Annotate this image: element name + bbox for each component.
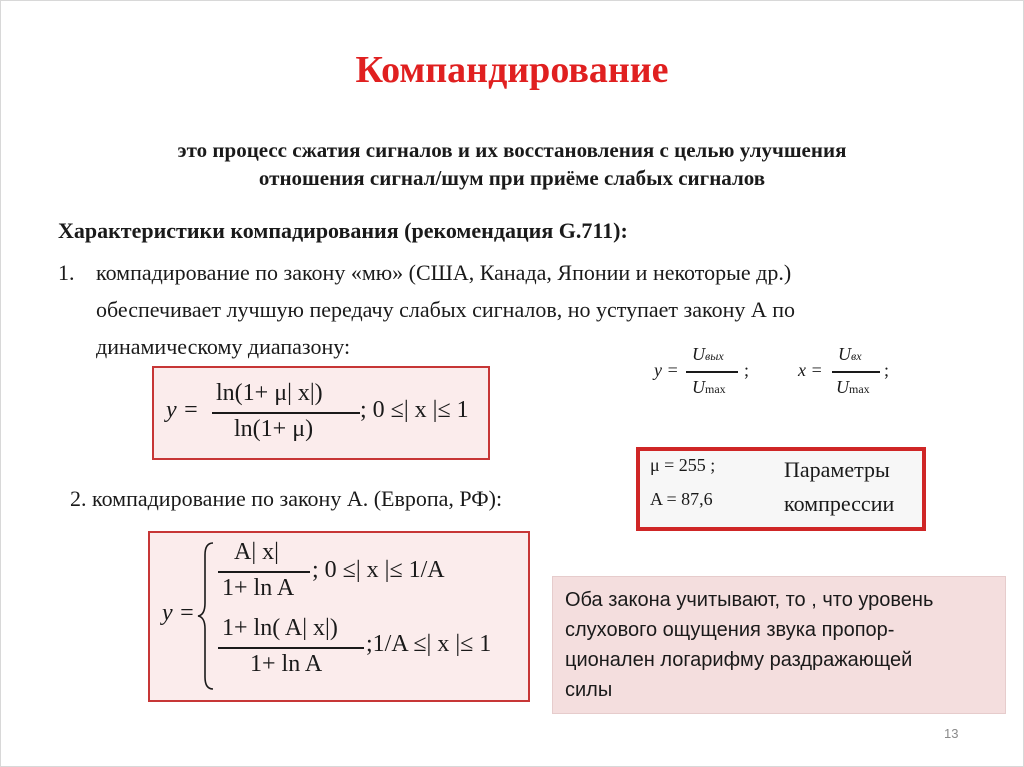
param-mu: μ = 255 ; (650, 455, 716, 475)
def-y-separator: ; (744, 360, 750, 380)
formula-a-case1-denominator: 1+ ln A (222, 575, 295, 601)
note-line: силы (565, 679, 613, 701)
list-item-line: динамическому диапазону: (96, 334, 351, 359)
formula-a-case1-fraction-line (218, 571, 310, 573)
formula-mu-fraction-line (212, 412, 360, 414)
subtitle-line: это процесс сжатия сигналов и их восстановления с целью улучшения (177, 138, 847, 162)
def-x-lhs: x = (798, 360, 823, 380)
formula-a-law-box (148, 531, 530, 702)
def-y-fraction-line (686, 371, 738, 373)
subtitle (60, 136, 964, 192)
note-line: слухового ощущения звука пропор- (565, 619, 895, 641)
formula-a-lhs: y = (162, 600, 195, 626)
def-y-lhs: y = (654, 360, 679, 380)
note-line: ционален логарифму раздражающей (565, 649, 913, 671)
note-line: Оба закона учитывают, то , что уровень (565, 589, 934, 611)
formula-mu-law-box (152, 366, 490, 460)
def-x-denominator: Umax (836, 377, 870, 397)
formula-mu-denominator: ln(1+ μ) (234, 416, 314, 442)
formula-a-case1-condition: ; 0 ≤| x |≤ 1/A (312, 557, 445, 583)
formula-a-case2-denominator: 1+ ln A (250, 651, 323, 677)
slide-title: Компандирование (355, 49, 669, 91)
list-item-line: обеспечивает лучшую передачу слабых сигналов, но уступает закону А по (96, 297, 796, 322)
def-y-denominator: Umax (692, 377, 726, 397)
characteristics-heading: Характеристики компадирования (рекомендация G.711): (58, 218, 628, 243)
formula-mu-condition: ; 0 ≤| x |≤ 1 (360, 397, 469, 423)
note-box (552, 576, 1006, 714)
formula-a-case2-fraction-line (218, 647, 364, 649)
formula-mu-numerator: ln(1+ μ| x|) (216, 380, 323, 406)
subtitle-line: отношения сигнал/шум при приёме слабых сигналов (258, 166, 766, 190)
formula-a-case1-numerator: A| x| (234, 539, 279, 565)
list-number: 1. (58, 260, 75, 285)
list-item-a-law: 2. компадирование по закону А. (Европа, РФ): (70, 486, 503, 511)
list-item-line: компадирование по закону «мю» (США, Канада, Японии и некоторые др.) (96, 260, 792, 285)
param-a: A = 87,6 (650, 489, 713, 509)
page-number: 13 (944, 726, 959, 741)
def-x-fraction-line (832, 371, 880, 373)
params-label-line: компрессии (784, 491, 895, 516)
params-label-line: Параметры (784, 457, 890, 482)
def-x-numerator: Uвх (838, 344, 862, 364)
parameters-box (636, 447, 926, 531)
formula-mu-lhs: y = (166, 397, 199, 423)
curly-brace-icon (196, 541, 216, 691)
def-y-numerator: Uвых (692, 344, 724, 364)
formula-a-case2-condition: ;1/A ≤| x |≤ 1 (366, 631, 492, 657)
def-x-separator: ; (884, 360, 890, 380)
formula-a-case2-numerator: 1+ ln( A| x|) (222, 615, 338, 641)
